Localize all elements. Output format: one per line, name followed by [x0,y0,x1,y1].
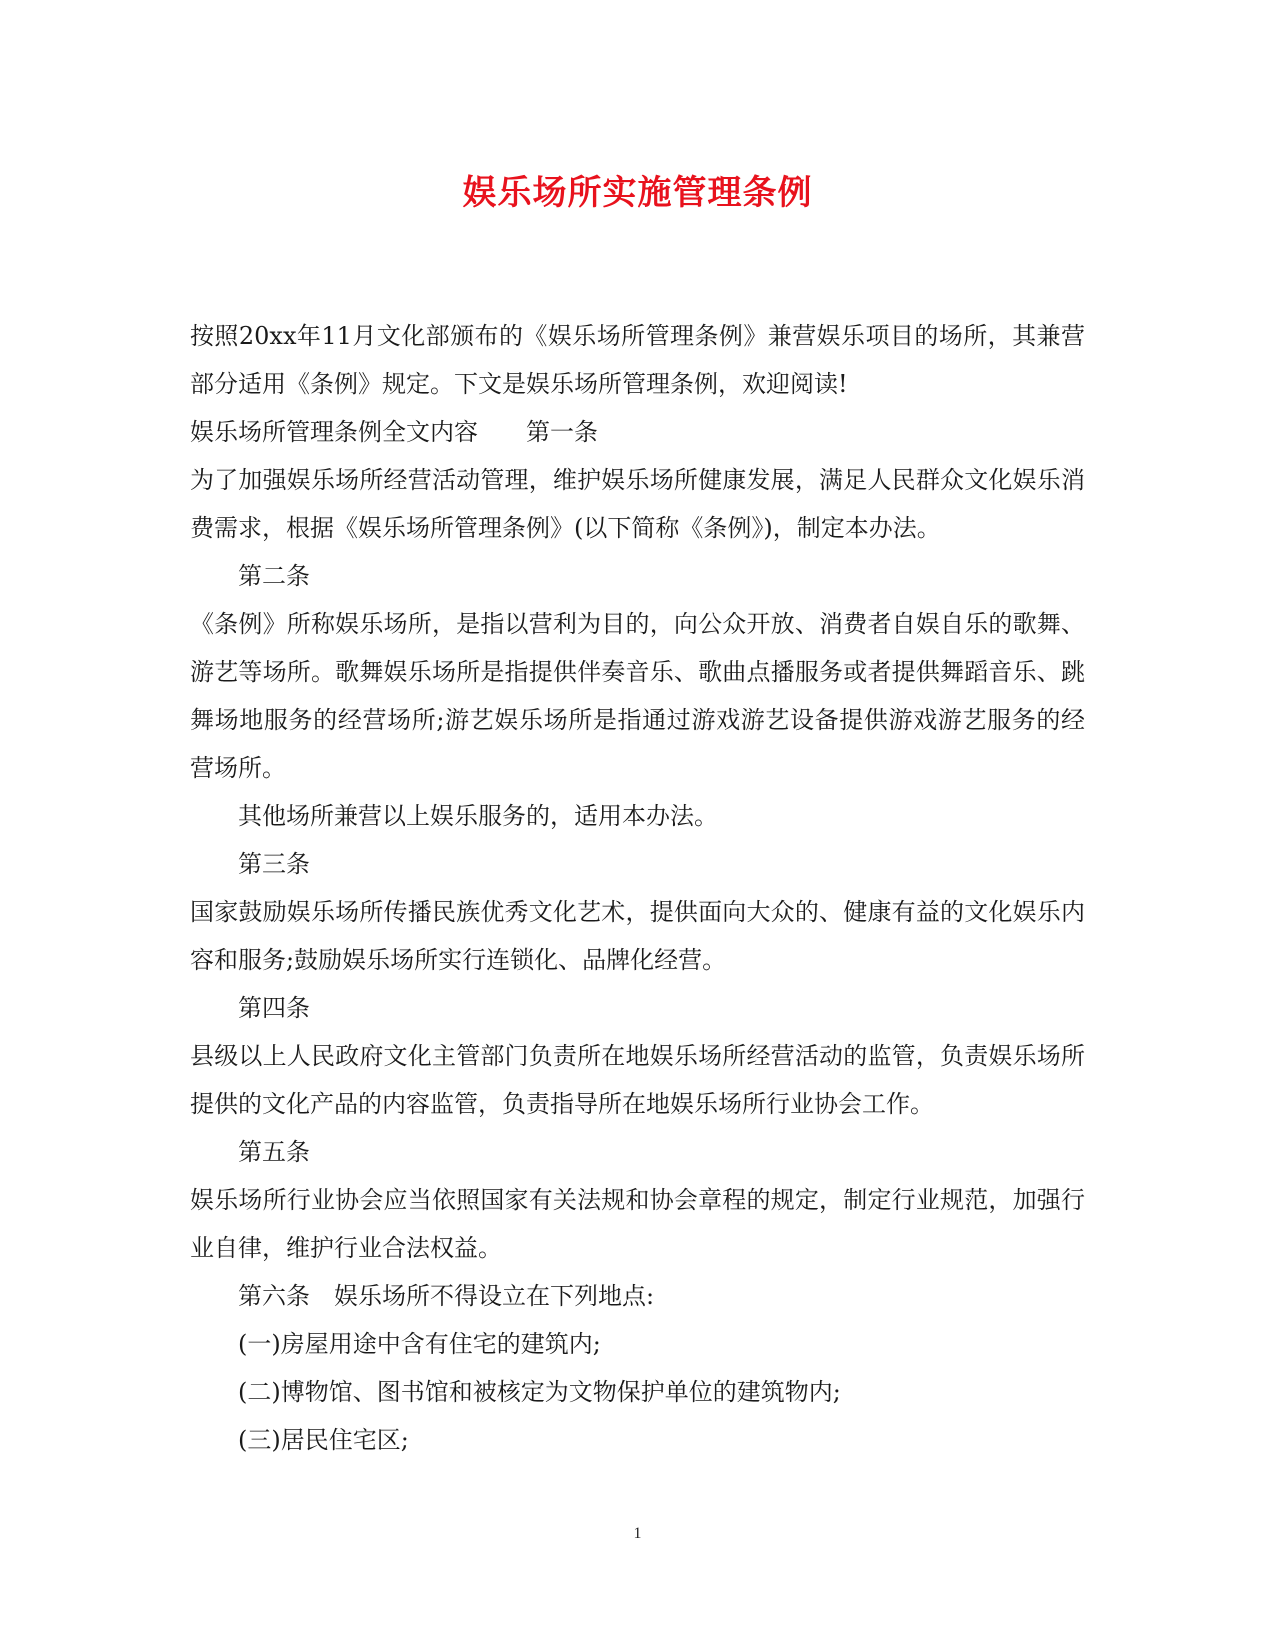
article-three-text: 国家鼓励娱乐场所传播民族优秀文化艺术，提供面向大众的、健康有益的文化娱乐内容和服务;鼓励娱乐场所实行连锁化、品牌化经营。 [190,898,1085,974]
article-five-text: 娱乐场所行业协会应当依照国家有关法规和协会章程的规定，制定行业规范，加强行业自律，维护行业合法权益。 [190,1186,1085,1262]
document-title: 娱乐场所实施管理条例 [462,173,813,213]
article-four-heading: 第四条 [238,994,310,1022]
page-number: 1 [633,1525,642,1542]
article-one-heading: 第一条 [526,418,598,446]
article-two-heading: 第二条 [238,562,310,590]
section-heading [190,408,1085,456]
intro-paragraph: 按照20xx年11月文化部颁布的《娱乐场所管理条例》兼营娱乐项目的场所，其兼营部分适用《条例》规定。下文是娱乐场所管理条例，欢迎阅读! [190,322,1085,398]
article-five-heading: 第五条 [238,1138,310,1166]
article-four-text: 县级以上人民政府文化主管部门负责所在地娱乐场所经营活动的监管，负责娱乐场所提供的文化产品的内容监管，负责指导所在地娱乐场所行业协会工作。 [190,1042,1085,1118]
section-heading-label: 娱乐场所管理条例全文内容 [190,418,478,446]
article-six-line [190,1272,1085,1320]
article-six-heading: 第六条 [238,1282,310,1310]
article-two-text: 《条例》所称娱乐场所，是指以营利为目的，向公众开放、消费者自娱自乐的歌舞、游艺等场所。歌舞娱乐场所是指提供伴奏音乐、歌曲点播服务或者提供舞蹈音乐、跳舞场地服务的经营场所;游艺娱乐场所是指通过游戏游艺设备提供游戏游艺服务的经营场所。 [190,610,1085,782]
article-six-text: 娱乐场所不得设立在下列地点: [334,1282,655,1310]
document-body [190,312,1085,1464]
article-two-note: 其他场所兼营以上娱乐服务的，适用本办法。 [238,802,718,830]
list-item: (三)居民住宅区; [238,1426,409,1454]
article-one-text: 为了加强娱乐场所经营活动管理，维护娱乐场所健康发展，满足人民群众文化娱乐消费需求，根据《娱乐场所管理条例》(以下简称《条例》)，制定本办法。 [190,466,1085,542]
article-three-heading: 第三条 [238,850,310,878]
list-item: (一)房屋用途中含有住宅的建筑内; [238,1330,601,1358]
list-item: (二)博物馆、图书馆和被核定为文物保护单位的建筑物内; [238,1378,841,1406]
